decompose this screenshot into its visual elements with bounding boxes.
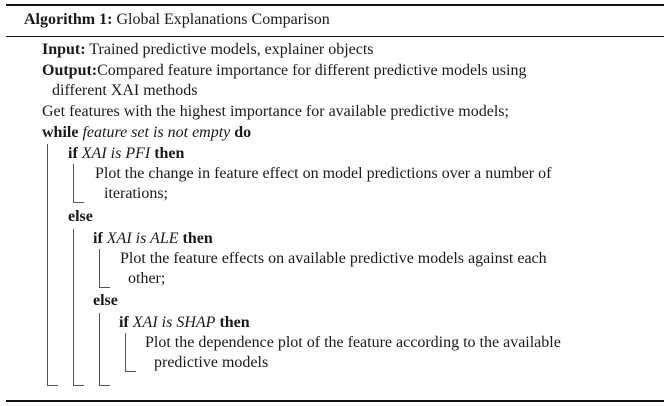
else-line-1	[68, 207, 93, 227]
input-text: Trained predictive models, explainer objects	[89, 41, 374, 58]
input-line	[42, 40, 374, 60]
else-block-bar	[73, 229, 84, 386]
pfi-plot-step: Plot the change in feature effect on model predictions over a number of	[95, 165, 552, 182]
if-ale-line	[93, 229, 213, 249]
output-line	[42, 61, 526, 81]
then-keyword: then	[182, 230, 213, 247]
shap-block-bar	[125, 333, 136, 372]
shap-plot-step-continued: predictive models	[154, 354, 269, 371]
ale-block-bar	[99, 249, 110, 288]
output-text: Compared feature importance for different predictive models using	[97, 62, 527, 79]
then-keyword: then	[219, 314, 250, 331]
if-pfi-line	[68, 144, 184, 164]
while-block-bar	[47, 144, 58, 386]
if-keyword: if	[68, 145, 78, 162]
while-keyword: while	[42, 124, 79, 141]
else-line-2	[93, 291, 118, 311]
if-keyword: if	[119, 314, 129, 331]
output-keyword: Output:	[42, 62, 98, 79]
input-keyword: Input:	[42, 41, 86, 58]
ale-plot-step: Plot the feature effects on available predictive models against each	[120, 250, 547, 267]
if-keyword: if	[93, 230, 103, 247]
shap-plot-step: Plot the dependence plot of the feature according to the available	[145, 334, 561, 351]
caption-rule	[6, 36, 664, 37]
shap-condition: XAI is SHAP	[132, 314, 216, 331]
top-rule	[6, 4, 664, 6]
else-keyword: else	[68, 208, 93, 225]
if-shap-line	[119, 313, 250, 333]
pfi-condition: XAI is PFI	[81, 145, 151, 162]
output-text-continued: different XAI methods	[52, 82, 198, 99]
inner-else-block-bar	[99, 313, 110, 386]
get-features-step: Get features with the highest importance for available predictive models;	[42, 103, 509, 120]
algorithm-label: Algorithm 1:	[24, 11, 113, 28]
while-line	[42, 123, 251, 143]
pfi-plot-step-continued: iterations;	[104, 185, 168, 202]
while-condition: feature set is not empty	[82, 124, 231, 141]
else-keyword: else	[93, 292, 118, 309]
then-keyword: then	[154, 145, 185, 162]
ale-plot-step-continued: other;	[128, 270, 166, 287]
pfi-block-bar	[73, 164, 84, 203]
algorithm-title: Global Explanations Comparison	[116, 11, 330, 28]
algorithm-caption	[24, 10, 330, 30]
ale-condition: XAI is ALE	[106, 230, 179, 247]
do-keyword: do	[234, 124, 252, 141]
bottom-rule	[6, 400, 664, 402]
